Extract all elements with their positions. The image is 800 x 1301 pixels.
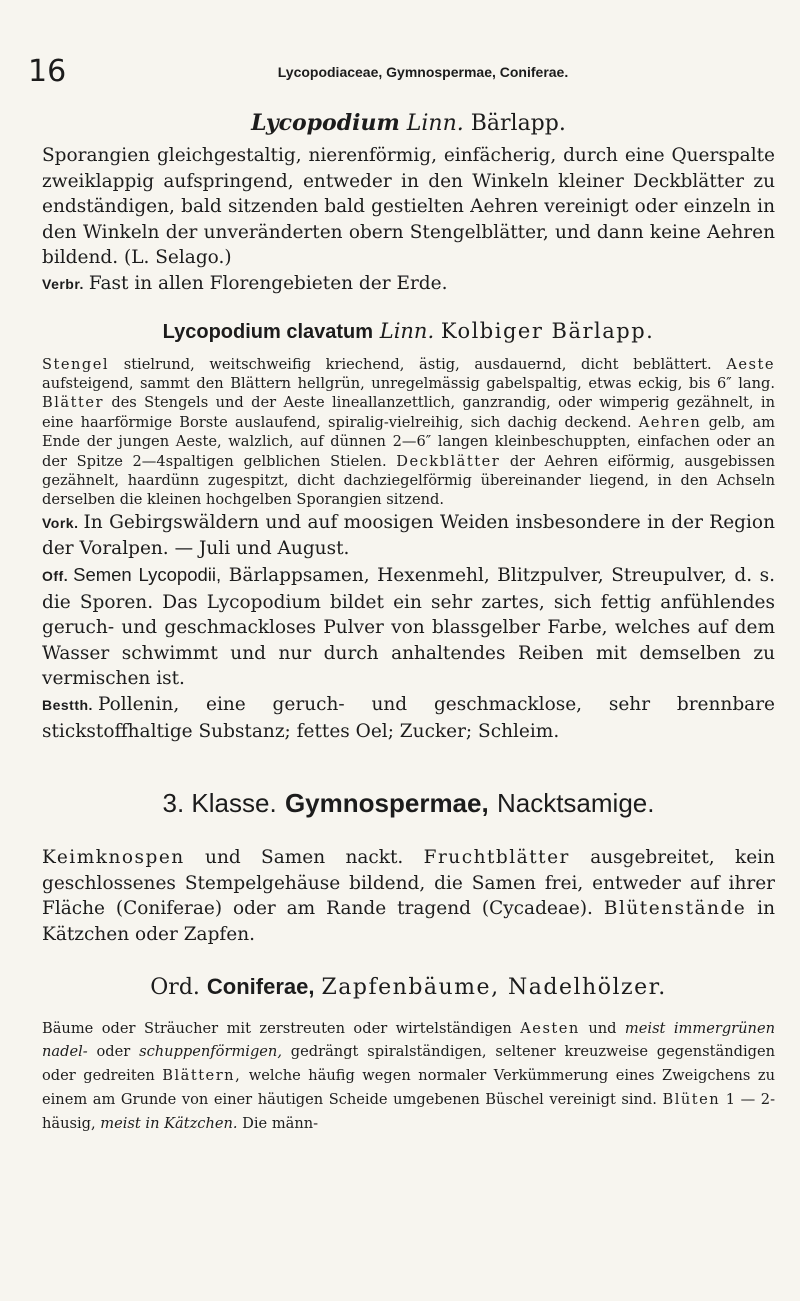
species-heading bbox=[42, 316, 775, 347]
order-text-c: oder bbox=[96, 1043, 131, 1061]
genus-author: Linn. bbox=[406, 111, 464, 136]
order-heading bbox=[42, 972, 775, 1003]
aehren-text: gelb, am Ende der jungen Aeste, walzlich, auf dünnen 2—6″ langen kleinbeschuppten, einfachen oder an der Spitze 2—4spaltigen gelblichen Stielen. bbox=[42, 413, 776, 470]
order-blueten-label: Blüten bbox=[662, 1090, 721, 1108]
class-name: Gymnospermae, bbox=[284, 788, 489, 819]
running-title: Lycopodiaceae, Gymnospermae, Coniferae. bbox=[277, 64, 569, 80]
blaetter-label: Blätter bbox=[42, 394, 104, 412]
bestth-label: Bestth. bbox=[42, 696, 93, 713]
order-text-f: 1 — 2-häusig, bbox=[42, 1090, 776, 1132]
class-number: 3. Klasse. bbox=[162, 788, 277, 819]
species-name: Lycopodium clavatum bbox=[162, 320, 374, 343]
stengel-text: stielrund, weitschweifig kriechend, ästig, ausdauernd, dicht beblättert. bbox=[123, 355, 712, 373]
order-common-name: Zapfenbäume, Nadelhölzer. bbox=[321, 974, 667, 1000]
class-description bbox=[42, 845, 775, 947]
aeste-label: Aeste bbox=[726, 355, 776, 373]
order-text-g: Die männ- bbox=[242, 1114, 319, 1132]
species-author: Linn. bbox=[379, 318, 435, 343]
class-heading bbox=[42, 786, 775, 821]
species-description bbox=[42, 355, 775, 510]
genus-name: Lycopodium bbox=[251, 110, 400, 136]
order-description bbox=[42, 1017, 775, 1136]
frucht-label: Fruchtblätter bbox=[423, 847, 570, 869]
order-meist-1: meist immergrünen nadel- bbox=[42, 1019, 775, 1061]
off-text: Bärlappsamen, Hexenmehl, Blitzpulver, Streupulver, d. s. die Sporen. Das Lycopodium bildet ein sehr zartes, sich fettig anfühlendes geruch- und geschmackloses Pulver von blassgelber Farbe, welches auf dem Wasser schwimmt und nur durch anhaltendes Reiben mit demselben zu vermischen ist. bbox=[42, 565, 776, 690]
class-common-name: Nacktsamige. bbox=[496, 788, 655, 819]
constituents-paragraph bbox=[42, 692, 775, 744]
order-text-d: gedrängt spiralständigen, seltener kreuzweise gegenständigen oder gedreiten bbox=[42, 1043, 775, 1085]
off-label: Off. bbox=[42, 568, 69, 584]
page-body bbox=[42, 108, 775, 1136]
order-name: Coniferae, bbox=[206, 973, 315, 999]
order-text-b: und bbox=[588, 1019, 617, 1037]
vork-text: In Gebirgswäldern und auf moosigen Weiden insbesondere in der Region der Voralpen. — Juli und August. bbox=[42, 511, 775, 560]
keim-text: und Samen nackt. bbox=[205, 847, 404, 869]
page-number: 16 bbox=[28, 54, 67, 89]
genus-description: Sporangien gleichgestaltig, nierenförmig, einfächerig, durch eine Querspalte zweiklappig aufspringend, entweder in den Winkeln kleiner Deckblätter zu endständigen, bald sitzenden bald gestielten Aehren vereinigt oder einzeln in den Winkeln der unveränderten obern Stengelblätter, und dann keine Aehren bildend. (L. Selago.) bbox=[42, 145, 775, 269]
order-meist-2: meist in Kätzchen. bbox=[100, 1114, 238, 1132]
vork-label: Vork. bbox=[42, 514, 79, 531]
verbr-text: Fast in allen Florengebieten der Erde. bbox=[88, 272, 448, 294]
order-schuppen: schuppenförmigen, bbox=[139, 1043, 282, 1061]
order-blaettern-label: Blättern, bbox=[162, 1067, 242, 1085]
order-prefix: Ord. bbox=[150, 974, 200, 1000]
bestth-text: Pollenin, eine geruch- und geschmacklose, sehr brennbare stickstoffhaltige Substanz; fettes Oel; Zucker; Schleim. bbox=[42, 693, 775, 742]
verbr-label: Verbr. bbox=[42, 275, 84, 292]
blueten-label: Blütenstände bbox=[603, 898, 747, 920]
genus-distribution bbox=[42, 271, 775, 298]
off-drug-name: Semen Lycopodii, bbox=[73, 564, 222, 585]
order-text-a: Bäume oder Sträucher mit zerstreuten oder wirtelständigen bbox=[42, 1019, 512, 1037]
deckblaetter-text: der Aehren eiförmig, ausgebissen gezähnelt, haardünn zugespitzt, dicht dachziegelförmig übereinander liegend, in den Achseln derselben die kleinen hochgelben Sporangien sitzend. bbox=[42, 452, 776, 509]
deckblaetter-label: Deckblätter bbox=[396, 452, 501, 470]
running-header bbox=[28, 50, 788, 94]
officinal-paragraph bbox=[42, 562, 775, 692]
aehren-label: Aehren bbox=[638, 413, 702, 431]
blaetter-text: des Stengels und der Aeste lineallanzettlich, ganzrandig, oder wimperig gezähnelt, in eine haarförmige Borste auslaufend, spiralig-vielreihig, sich dachig deckend. bbox=[42, 394, 775, 431]
genus-heading bbox=[42, 108, 775, 139]
frucht-text: ausgebreitet, kein geschlossenes Stempelgehäuse bildend, die Samen frei, entweder auf ihrer Fläche (Coniferae) oder am Rande tragend (Cycadeae). bbox=[42, 847, 775, 920]
blueten-text: in Kätzchen oder Zapfen. bbox=[42, 898, 775, 945]
occurrence-paragraph bbox=[42, 510, 775, 562]
species-common-name: Kolbiger Bärlapp. bbox=[440, 318, 655, 343]
aeste-text: aufsteigend, sammt den Blättern hellgrün, unregelmässig gabelspaltig, etwas eckig, bis 6″ lang. bbox=[42, 374, 775, 392]
genus-common-name: Bärlapp. bbox=[470, 111, 566, 136]
order-text-e: welche häufig wegen normaler Verkümmerung eines Zweigchens zu einem am Grunde von einer häutigen Scheide umgebenen Büschel vereinigt sind. bbox=[42, 1067, 775, 1108]
order-aesten-label: Aesten bbox=[520, 1019, 580, 1037]
keim-label: Keimknospen bbox=[42, 847, 185, 869]
stengel-label: Stengel bbox=[42, 355, 110, 373]
